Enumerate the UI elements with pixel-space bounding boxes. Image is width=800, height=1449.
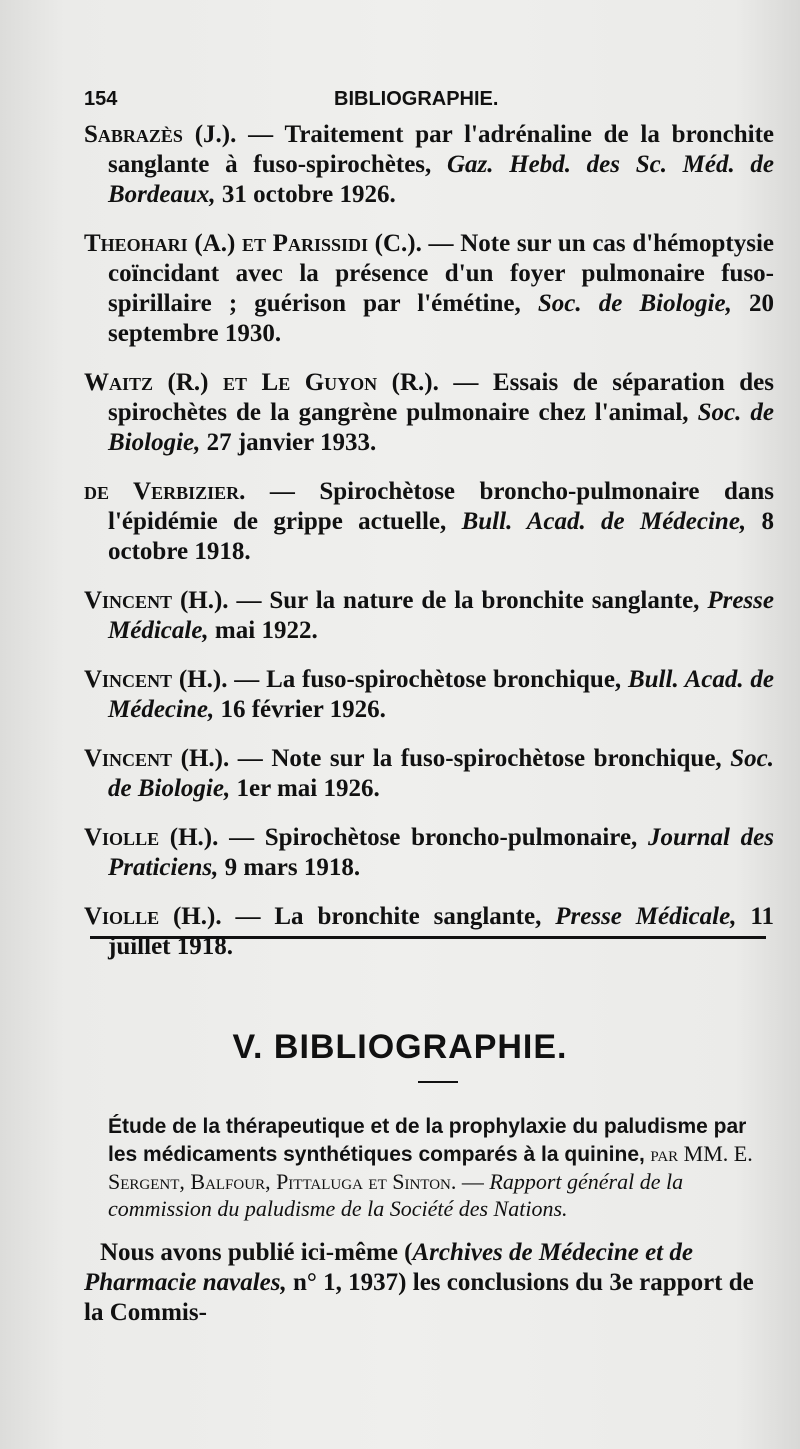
section-divider xyxy=(90,936,766,939)
entry-author: Vincent (H.). xyxy=(84,666,228,693)
entry-journal: Bull. Acad. de Médecine, xyxy=(108,666,774,723)
entry-journal: Presse Médicale, xyxy=(108,587,774,644)
page-number: 154 xyxy=(84,88,118,110)
entry-author: Vincent (H.). xyxy=(84,745,230,772)
entry-text: — Essais de séparation des spirochètes de la gangrène pulmonaire chez l'animal, xyxy=(108,369,774,426)
entry-text: — Note sur la fuso-spirochètose bronchique, xyxy=(229,745,731,772)
entry-date: 16 février 1926. xyxy=(214,696,386,723)
entry-author: de Verbizier. xyxy=(84,478,246,505)
entry-text: — La bronchite sanglante, xyxy=(221,903,556,930)
entry-journal: Journal des Praticiens, xyxy=(108,824,775,881)
entry-journal: Bull. Acad. de Médecine, xyxy=(461,508,747,535)
entry-text: — Spirochètose broncho-pulmonaire, xyxy=(218,824,648,851)
entry-journal: Gaz. Hebd. des Sc. Méd. de Bordeaux, xyxy=(108,151,774,208)
bibliography-list xyxy=(84,120,774,981)
entry-author: Sabrazès (J.). xyxy=(84,121,237,148)
entry-journal: Soc. de Biologie, xyxy=(537,290,732,317)
bibliography-entry xyxy=(84,744,774,804)
entry-date: 1er mai 1926. xyxy=(230,775,380,802)
entry-date: 8 octobre 1918. xyxy=(108,508,775,565)
review-report: Rapport général de la commission du paludisme de la Société des Nations. xyxy=(108,1169,684,1221)
entry-date: 9 mars 1918. xyxy=(218,854,361,881)
bibliography-entry xyxy=(84,229,774,349)
entry-journal: Soc. de Biologie, xyxy=(108,399,774,456)
title-underline xyxy=(418,1081,458,1083)
book-review xyxy=(84,1112,774,1328)
review-body-end: n° 1, 1937) les conclusions du 3e rapport de la Commis- xyxy=(84,1269,754,1326)
review-body-journal: Archives de Médecine et de Pharmacie navales, xyxy=(84,1239,693,1296)
entry-date: 31 octobre 1926. xyxy=(215,181,396,208)
entry-text: — Note sur un cas d'hémoptysie coïncidant avec la présence d'un foyer pulmonaire fuso-spirillaire ; guérison par l'émétine, xyxy=(108,230,774,317)
entry-journal: Presse Médicale, xyxy=(555,903,737,930)
running-head xyxy=(84,88,760,111)
bibliography-entry xyxy=(84,823,774,883)
entry-author: Violle (H.). xyxy=(84,824,219,851)
bibliography-entry xyxy=(84,586,774,646)
bibliography-entry xyxy=(84,665,774,725)
entry-author: Theohari (A.) et Parissidi (C.). xyxy=(84,230,422,257)
bibliography-entry xyxy=(84,120,774,210)
review-heading xyxy=(108,1112,774,1222)
review-body-start: Nous avons publié ici-même ( xyxy=(100,1239,413,1266)
bibliography-entry xyxy=(84,902,774,962)
bibliography-entry xyxy=(84,477,774,567)
review-body xyxy=(84,1238,774,1328)
review-title: Étude de la thérapeutique et de la prophylaxie du paludisme par les médicaments synthétiques comparés à la quinine, xyxy=(108,1115,747,1166)
entry-author: Violle (H.). xyxy=(84,903,222,930)
entry-date: mai 1922. xyxy=(208,617,318,644)
entry-author: Waitz (R.) et Le Guyon (R.). xyxy=(84,369,439,396)
entry-text: — Sur la nature de la bronchite sanglante, xyxy=(228,587,708,614)
entry-author: Vincent (H.). xyxy=(84,587,229,614)
entry-date: 20 septembre 1930. xyxy=(108,290,774,347)
entry-text: — Traitement par l'adrénaline de la bronchite sanglante à fuso-spirochètes, xyxy=(108,121,774,178)
entry-date: 11 juillet 1918. xyxy=(108,903,774,960)
entry-journal: Soc. de Biologie, xyxy=(108,745,774,802)
entry-text: — La fuso-spirochètose bronchique, xyxy=(227,666,628,693)
bibliography-entry xyxy=(84,368,774,458)
running-title: BIBLIOGRAPHIE. xyxy=(334,88,499,110)
review-authors: par MM. E. Sergent, Balfour, Pittaluga et Sinton. — xyxy=(108,1141,753,1194)
section-title: V. BIBLIOGRAPHIE. xyxy=(232,1028,568,1066)
entry-date: 27 janvier 1933. xyxy=(200,429,377,456)
entry-text: — Spirochètose broncho-pulmonaire dans l'épidémie de grippe actuelle, xyxy=(108,478,774,535)
